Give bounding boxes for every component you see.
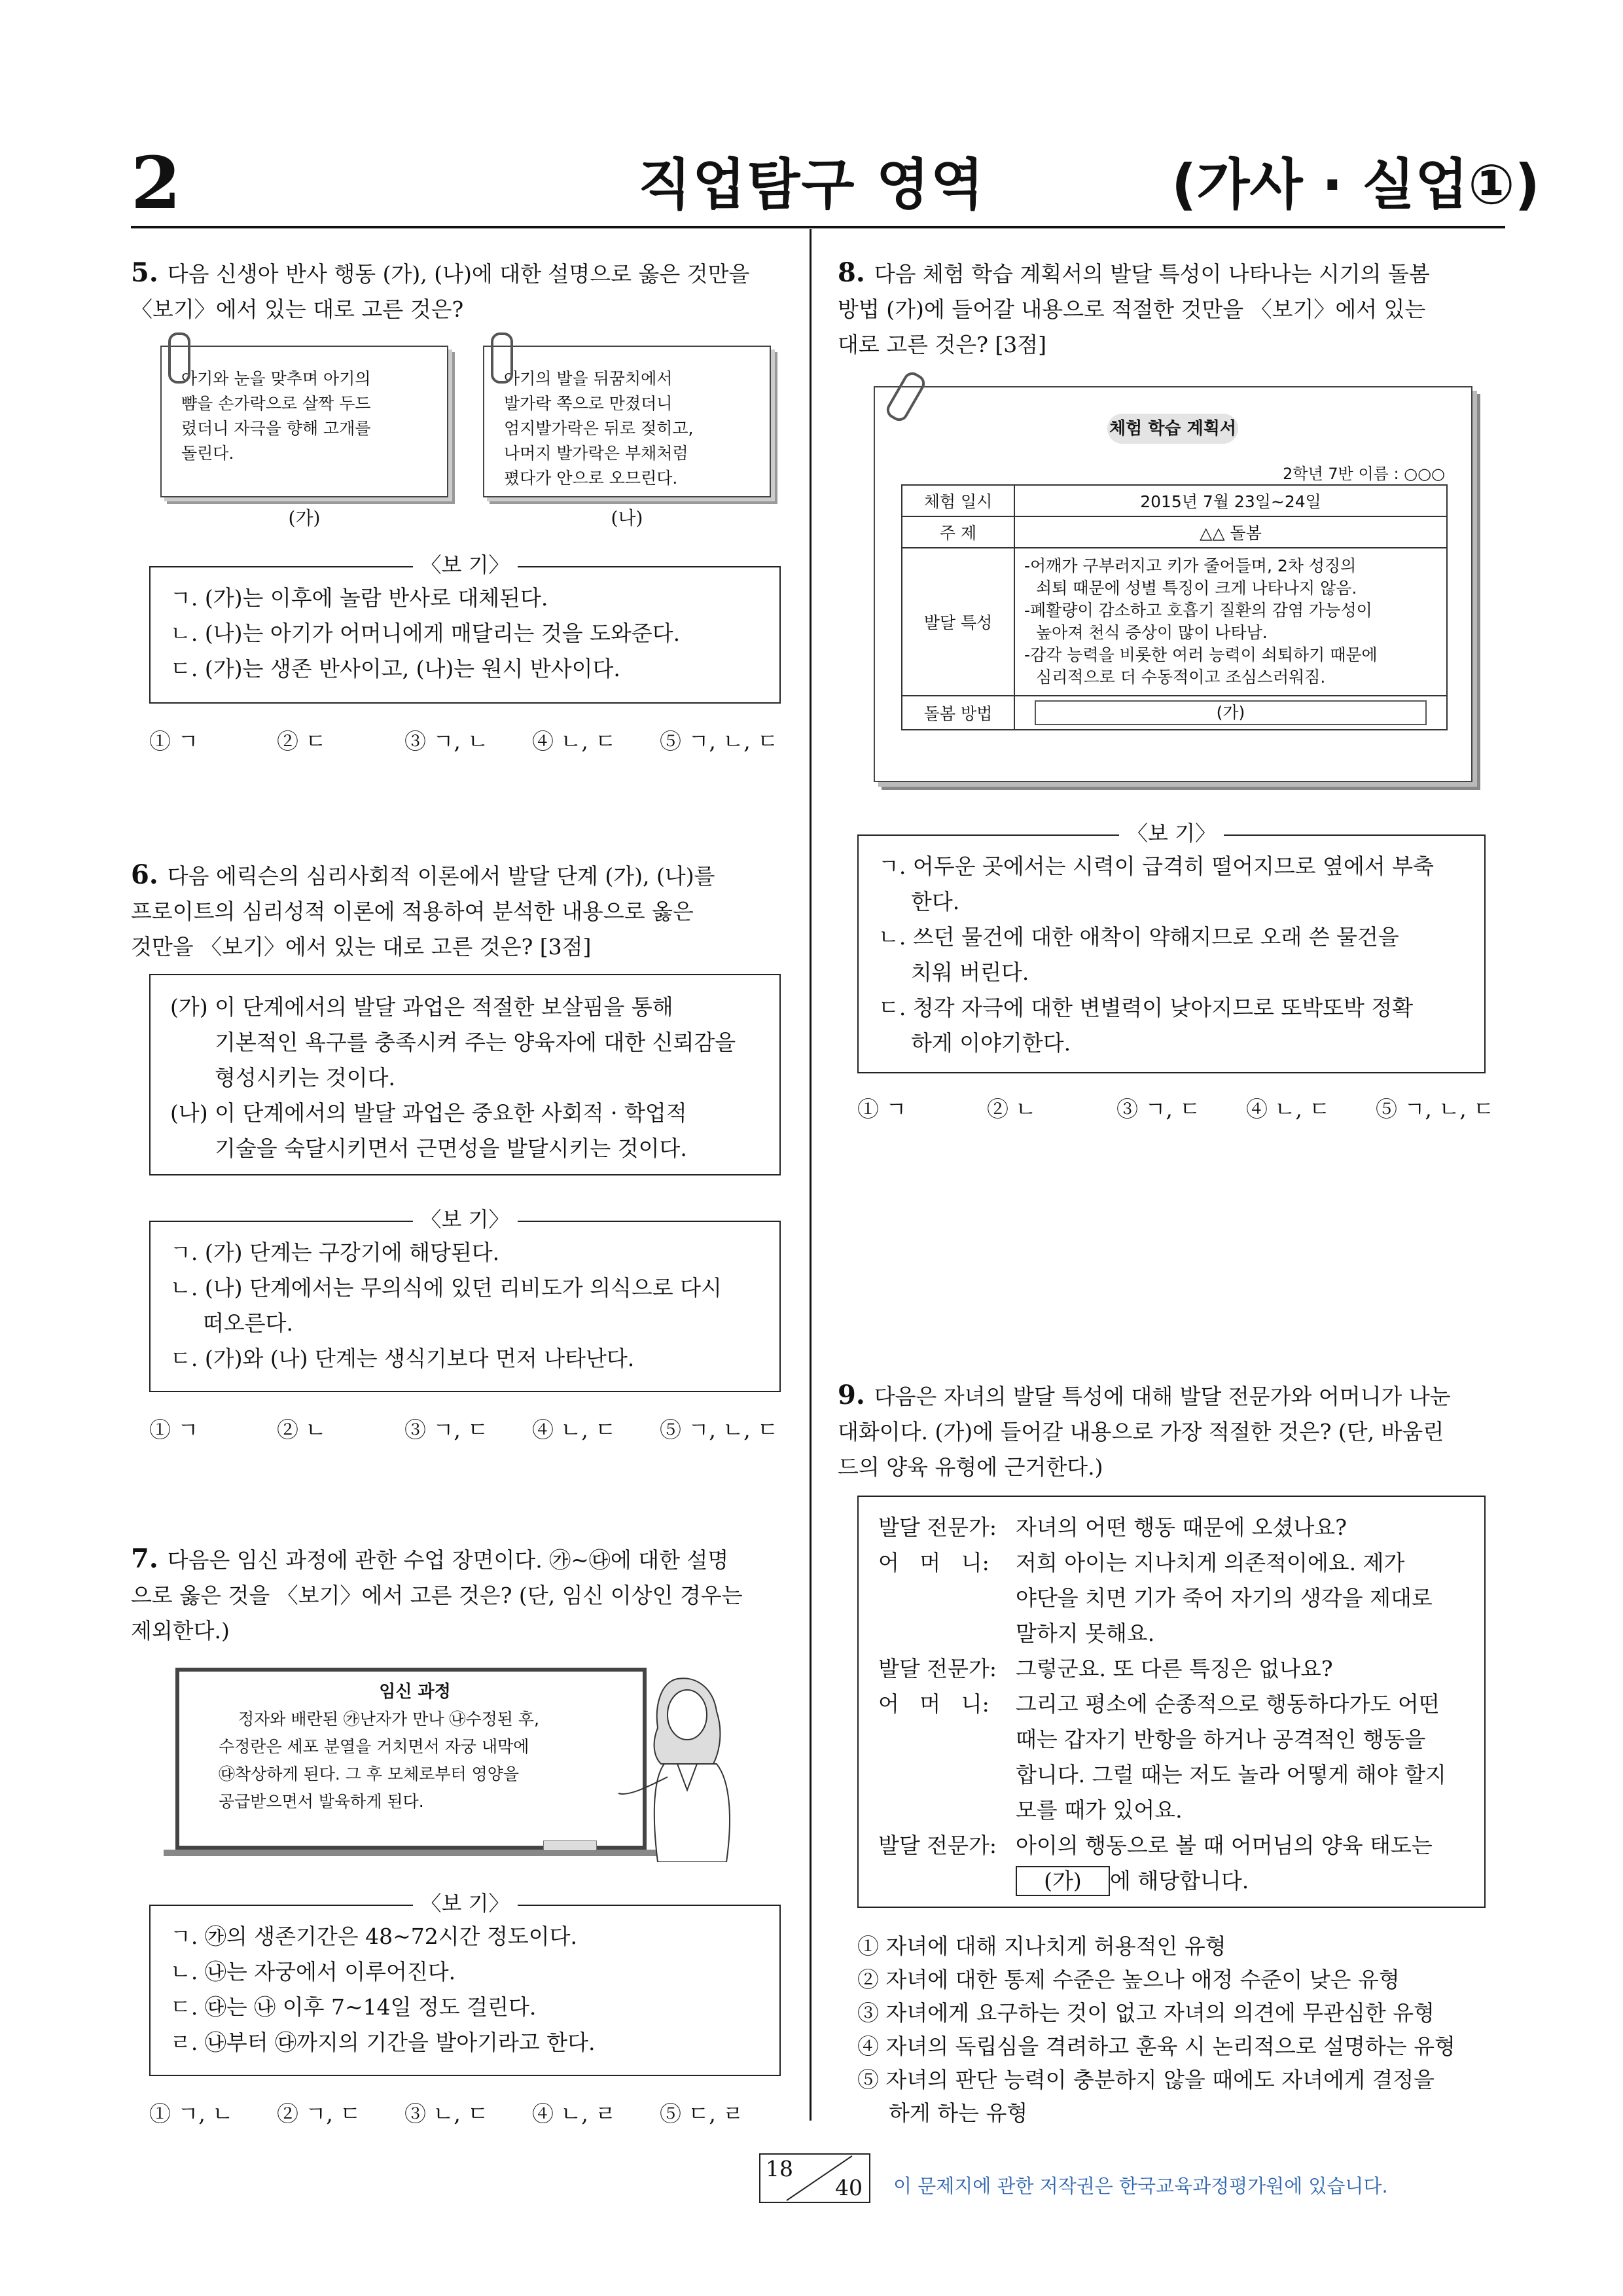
- bogi-box: [149, 1207, 781, 1392]
- paper-clip-icon: [883, 369, 928, 425]
- stage-text: (가) 이 단계에서의 발달 과업은 적절한 보살핌을 통해: [170, 994, 673, 1020]
- question-text: 대로 고른 것은? [3점]: [838, 332, 1047, 357]
- dialogue-text: 모를 때가 있어요.: [1016, 1797, 1183, 1823]
- bogi-box: [149, 552, 781, 704]
- speaker-expert: 발달 전문가:: [878, 1656, 997, 1681]
- dialogue-text: 저희 아이는 지나치게 의존적이에요. 제가: [1016, 1550, 1405, 1575]
- bogi-item: ㄷ. (가)는 생존 반사이고, (나)는 원시 반사이다.: [170, 656, 620, 681]
- exam-subject: (가사 · 실업①): [1171, 152, 1540, 217]
- card-text: 폈다가 안으로 오므린다.: [504, 469, 678, 488]
- question-5: [131, 255, 785, 327]
- stage-text: 형성시키는 것이다.: [215, 1065, 396, 1090]
- trait-text: 쇠퇴 때문에 성별 특징이 크게 나타나지 않음.: [1036, 579, 1357, 598]
- eraser-icon: [543, 1840, 597, 1851]
- dialogue-text: 말하지 못해요.: [1016, 1621, 1155, 1646]
- choice-1[interactable]: ① 자녀에 대해 지나치게 허용적인 유형: [857, 1933, 1226, 1959]
- bogi-title: 〈보 기〉: [413, 1207, 518, 1232]
- development-traits: [1014, 548, 1447, 696]
- question-text: 대화이다. (가)에 들어갈 내용으로 가장 적절한 것은? (단, 바움린: [838, 1419, 1444, 1444]
- question-text: 방법 (가)에 들어갈 내용으로 적절한 것만을 〈보기〉에서 있는: [838, 296, 1426, 322]
- question-number: 9.: [838, 1380, 865, 1410]
- column-divider: [810, 229, 812, 2121]
- care-blank: (가): [1035, 700, 1427, 725]
- card-text: 돌린다.: [181, 444, 234, 463]
- choice-4[interactable]: ④ ㄴ, ㄷ: [1246, 1096, 1330, 1122]
- page-current: 18: [766, 2156, 793, 2181]
- teacher-icon: [615, 1666, 779, 1862]
- question-text: 드의 양육 유형에 근거한다.): [838, 1454, 1103, 1480]
- card-text: 뺨을 손가락으로 살짝 두드: [181, 394, 371, 413]
- bogi-item: ㄷ. ㉰는 ㉯ 이후 7~14일 정도 걸린다.: [170, 1994, 537, 2020]
- bogi-item: ㄴ. (나)는 아기가 어머니에게 매달리는 것을 도와준다.: [170, 620, 681, 646]
- choice-1[interactable]: ① ㄱ: [149, 728, 199, 754]
- bogi-item: ㄱ. ㉮의 생존기간은 48~72시간 정도이다.: [170, 1924, 577, 1949]
- table-cell-label: 체험 일시: [902, 485, 1014, 516]
- question-number: 6.: [131, 859, 158, 890]
- table-cell-label: 발달 특성: [902, 548, 1014, 696]
- answer-blank: (가): [1016, 1866, 1110, 1896]
- question-6: [131, 857, 785, 965]
- table-cell-label: 주 제: [902, 516, 1014, 548]
- choice-2[interactable]: ② ㄴ: [987, 1096, 1037, 1122]
- bogi-item: ㄱ. 어두운 곳에서는 시력이 급격히 떨어지므로 옆에서 부축: [878, 853, 1434, 879]
- exam-title: 직업탐구 영역: [638, 152, 986, 217]
- question-text: 제외한다.): [131, 1618, 230, 1643]
- paper-clip-icon: [491, 332, 513, 384]
- page-counter: [759, 2153, 870, 2203]
- dialogue-line: [878, 1651, 1471, 1687]
- bogi-item: 치워 버린다.: [911, 960, 1029, 985]
- paper-clip-icon: [168, 332, 190, 384]
- question-text: 것만을 〈보기〉에서 있는 대로 고른 것은? [3점]: [131, 934, 592, 960]
- trait-text: 높아져 천식 증상이 많이 나타남.: [1036, 623, 1268, 642]
- bogi-title: 〈보 기〉: [413, 552, 518, 577]
- choice-1[interactable]: ① ㄱ: [857, 1096, 907, 1122]
- board-text: ㉰착상하게 된다. 그 후 모체로부터 영양을: [219, 1765, 520, 1784]
- question-text: 다음 에릭슨의 심리사회적 이론에서 발달 단계 (가), (나)를: [167, 863, 715, 889]
- question-text: 〈보기〉에서 있는 대로 고른 것은?: [131, 296, 464, 322]
- copyright-notice: 이 문제지에 관한 저작권은 한국교육과정평가원에 있습니다.: [893, 2175, 1388, 2197]
- bogi-item: ㄱ. (가)는 이후에 놀람 반사로 대체된다.: [170, 585, 548, 611]
- dialogue-text: 자녀의 어떤 행동 때문에 오셨나요?: [1016, 1515, 1347, 1540]
- dialogue-box: [857, 1496, 1486, 1908]
- bogi-item: 한다.: [911, 889, 960, 914]
- speaker-mother: 어 머 니:: [878, 1691, 990, 1717]
- dialogue-line: [878, 1545, 1471, 1651]
- choice-5[interactable]: ⑤ ㄷ, ㄹ: [660, 2101, 744, 2126]
- choice-3[interactable]: ③ ㄱ, ㄴ: [404, 728, 489, 754]
- dialogue-text: 그리고 평소에 순종적으로 행동하다가도 어떤: [1016, 1691, 1440, 1717]
- stage-text: 기술을 숙달시키면서 근면성을 발달시키는 것이다.: [215, 1136, 687, 1161]
- table-cell-value: △△ 돌봄: [1014, 516, 1447, 548]
- answer-choices: [857, 1093, 1499, 1126]
- dialogue-text: 야단을 치면 기가 죽어 자기의 생각을 제대로: [1016, 1585, 1433, 1611]
- choice-5[interactable]: ⑤ ㄱ, ㄴ, ㄷ: [660, 728, 779, 754]
- whiteboard: [175, 1668, 647, 1850]
- trait-text: -어깨가 구부러지고 키가 줄어들며, 2차 성징의: [1024, 556, 1357, 575]
- speaker-expert: 발달 전문가:: [878, 1833, 997, 1858]
- dialogue-text: [1016, 1828, 1471, 1899]
- answer-choices: [149, 725, 804, 758]
- stage-description-box: [149, 974, 781, 1175]
- dialogue-text: 에 해당합니다.: [1110, 1868, 1249, 1893]
- question-text: 으로 옳은 것을 〈보기〉에서 고른 것은? (단, 임신 이상인 경우는: [131, 1583, 743, 1608]
- dialogue-line: [878, 1828, 1471, 1899]
- stage-text: 기본적인 욕구를 충족시켜 주는 양육자에 대한 신뢰감을: [215, 1030, 736, 1055]
- choice-4[interactable]: ④ ㄴ, ㄷ: [532, 1417, 616, 1443]
- dialogue-text: [1016, 1545, 1471, 1651]
- choice-5-cont: 하게 하는 유형: [889, 2100, 1028, 2126]
- question-text: 다음 체험 학습 계획서의 발달 특성이 나타나는 시기의 돌봄: [874, 261, 1430, 287]
- dialogue-text: [1016, 1687, 1471, 1828]
- answer-choices: [149, 2098, 804, 2130]
- bogi-box: [149, 1891, 781, 2076]
- choice-5[interactable]: ⑤ 자녀의 판단 능력이 충분하지 않을 때에도 자녀에게 결정을: [857, 2067, 1435, 2092]
- stage-text: (나) 이 단계에서의 발달 과업은 중요한 사회적 · 학업적: [170, 1100, 687, 1126]
- answer-choices: [857, 1929, 1499, 2130]
- bogi-item: 하게 이야기한다.: [911, 1030, 1071, 1056]
- dialogue-text: 그렇군요. 또 다른 특징은 없나요?: [1016, 1656, 1333, 1681]
- experience-plan-card: [874, 386, 1472, 782]
- reflex-card-a: [160, 346, 448, 497]
- table-cell-label: 돌봄 방법: [902, 696, 1014, 730]
- card-text: 엄지발가락은 뒤로 젖히고,: [504, 419, 694, 438]
- choice-3[interactable]: ③ ㄱ, ㄷ: [404, 1417, 489, 1443]
- bogi-item: ㄷ. (가)와 (나) 단계는 생식기보다 먼저 나타난다.: [170, 1346, 635, 1371]
- speaker-mother: 어 머 니:: [878, 1550, 990, 1575]
- choice-1[interactable]: ① ㄱ, ㄴ: [149, 2101, 234, 2126]
- question-number: 5.: [131, 257, 158, 288]
- choice-1[interactable]: ① ㄱ: [149, 1417, 199, 1443]
- question-text: 다음 신생아 반사 행동 (가), (나)에 대한 설명으로 옳은 것만을: [167, 261, 750, 287]
- card-text: 아기의 발을 뒤꿈치에서: [504, 369, 673, 388]
- bogi-item: ㄴ. (나) 단계에서는 무의식에 있던 리비도가 의식으로 다시: [170, 1275, 722, 1300]
- choice-2[interactable]: ② ㄱ, ㄷ: [277, 2101, 361, 2126]
- question-9: [838, 1378, 1499, 1485]
- question-7: [131, 1541, 785, 1649]
- dialogue-text: 아이의 행동으로 볼 때 어머님의 양육 태도는: [1016, 1833, 1433, 1858]
- speaker-expert: 발달 전문가:: [878, 1515, 997, 1540]
- dialogue-text: 합니다. 그럴 때는 저도 놀라 어떻게 해야 할지: [1016, 1762, 1446, 1787]
- question-number: 8.: [838, 257, 865, 288]
- trait-text: 심리적으로 더 수동적이고 조심스러워짐.: [1036, 668, 1326, 687]
- card-text: 발가락 쪽으로 만졌더니: [504, 394, 673, 413]
- bogi-title: 〈보 기〉: [1119, 821, 1224, 846]
- header-rule: [131, 226, 1505, 228]
- board-text: 정자와 배란된 ㉮난자가 만나 ㉯수정된 후,: [238, 1710, 539, 1729]
- choice-4[interactable]: ④ 자녀의 독립심을 격려하고 훈육 시 논리적으로 설명하는 유형: [857, 2034, 1455, 2059]
- choice-2[interactable]: ② 자녀에 대한 통제 수준은 높으나 애정 수준이 낮은 유형: [857, 1967, 1400, 1992]
- question-text: 다음은 자녀의 발달 특성에 대해 발달 전문가와 어머니가 나눈: [874, 1384, 1451, 1409]
- board-title: 임신 과정: [379, 1682, 451, 1702]
- card-label: (나): [611, 507, 643, 529]
- question-text: 다음은 임신 과정에 관한 수업 장면이다. ㉮~㉰에 대한 설명: [167, 1547, 729, 1573]
- question-8: [838, 255, 1499, 363]
- choice-2[interactable]: ② ㄴ: [277, 1417, 327, 1443]
- dialogue-line: [878, 1510, 1471, 1545]
- bogi-title: 〈보 기〉: [413, 1891, 518, 1916]
- board-text: 공급받으면서 발육하게 된다.: [219, 1792, 424, 1811]
- choice-4[interactable]: ④ ㄴ, ㄷ: [532, 728, 616, 754]
- choice-5[interactable]: ⑤ ㄱ, ㄴ, ㄷ: [1376, 1096, 1495, 1122]
- table-cell-value: 2015년 7월 23일~24일: [1014, 485, 1447, 516]
- choice-5[interactable]: ⑤ ㄱ, ㄴ, ㄷ: [660, 1417, 779, 1443]
- card-text: 렸더니 자극을 향해 고개를: [181, 419, 371, 438]
- dialogue-line: [878, 1687, 1471, 1828]
- plan-meta: 2학년 7반 이름 : ○○○: [1283, 465, 1445, 483]
- plan-table: [901, 484, 1448, 730]
- card-label: (가): [288, 507, 321, 529]
- bogi-box: [857, 821, 1486, 1073]
- bogi-item: ㄱ. (가) 단계는 구강기에 해당된다.: [170, 1240, 500, 1265]
- page-number: 2: [131, 141, 181, 225]
- trait-text: -폐활량이 감소하고 호흡기 질환의 감염 가능성이: [1024, 601, 1372, 620]
- bogi-item: ㄷ. 청각 자극에 대한 변별력이 낮아지므로 또박또박 정확: [878, 995, 1414, 1020]
- trait-text: -감각 능력을 비롯한 여러 능력이 쇠퇴하기 때문에: [1024, 645, 1378, 664]
- answer-choices: [149, 1414, 804, 1446]
- board-text: 수정란은 세포 분열을 거치면서 자궁 내막에: [219, 1737, 529, 1756]
- plan-title: 체험 학습 계획서: [1107, 414, 1238, 444]
- card-text: 아기와 눈을 맞추며 아기의: [181, 369, 371, 388]
- question-text: 프로이트의 심리성적 이론에 적용하여 분석한 내용으로 옳은: [131, 899, 694, 924]
- bogi-item: ㄴ. 쓰던 물건에 대한 애착이 약해지므로 오래 쓴 물건을: [878, 924, 1399, 950]
- choice-3[interactable]: ③ ㄱ, ㄷ: [1116, 1096, 1201, 1122]
- bogi-item: ㄴ. ㉯는 자궁에서 이루어진다.: [170, 1959, 456, 1984]
- bogi-item: ㄹ. ㉯부터 ㉰까지의 기간을 발아기라고 한다.: [170, 2030, 596, 2055]
- bogi-item: 떠오른다.: [203, 1310, 294, 1336]
- page-total: 40: [835, 2175, 863, 2200]
- choice-2[interactable]: ② ㄷ: [277, 728, 327, 754]
- reflex-card-b: [483, 346, 771, 497]
- choice-3[interactable]: ③ ㄴ, ㄷ: [404, 2101, 489, 2126]
- question-number: 7.: [131, 1543, 158, 1574]
- choice-3[interactable]: ③ 자녀에게 요구하는 것이 없고 자녀의 의견에 무관심한 유형: [857, 2000, 1435, 2026]
- choice-4[interactable]: ④ ㄴ, ㄹ: [532, 2101, 616, 2126]
- dialogue-text: 때는 갑자기 반항을 하거나 공격적인 행동을: [1016, 1727, 1426, 1752]
- card-text: 나머지 발가락은 부채처럼: [504, 444, 688, 463]
